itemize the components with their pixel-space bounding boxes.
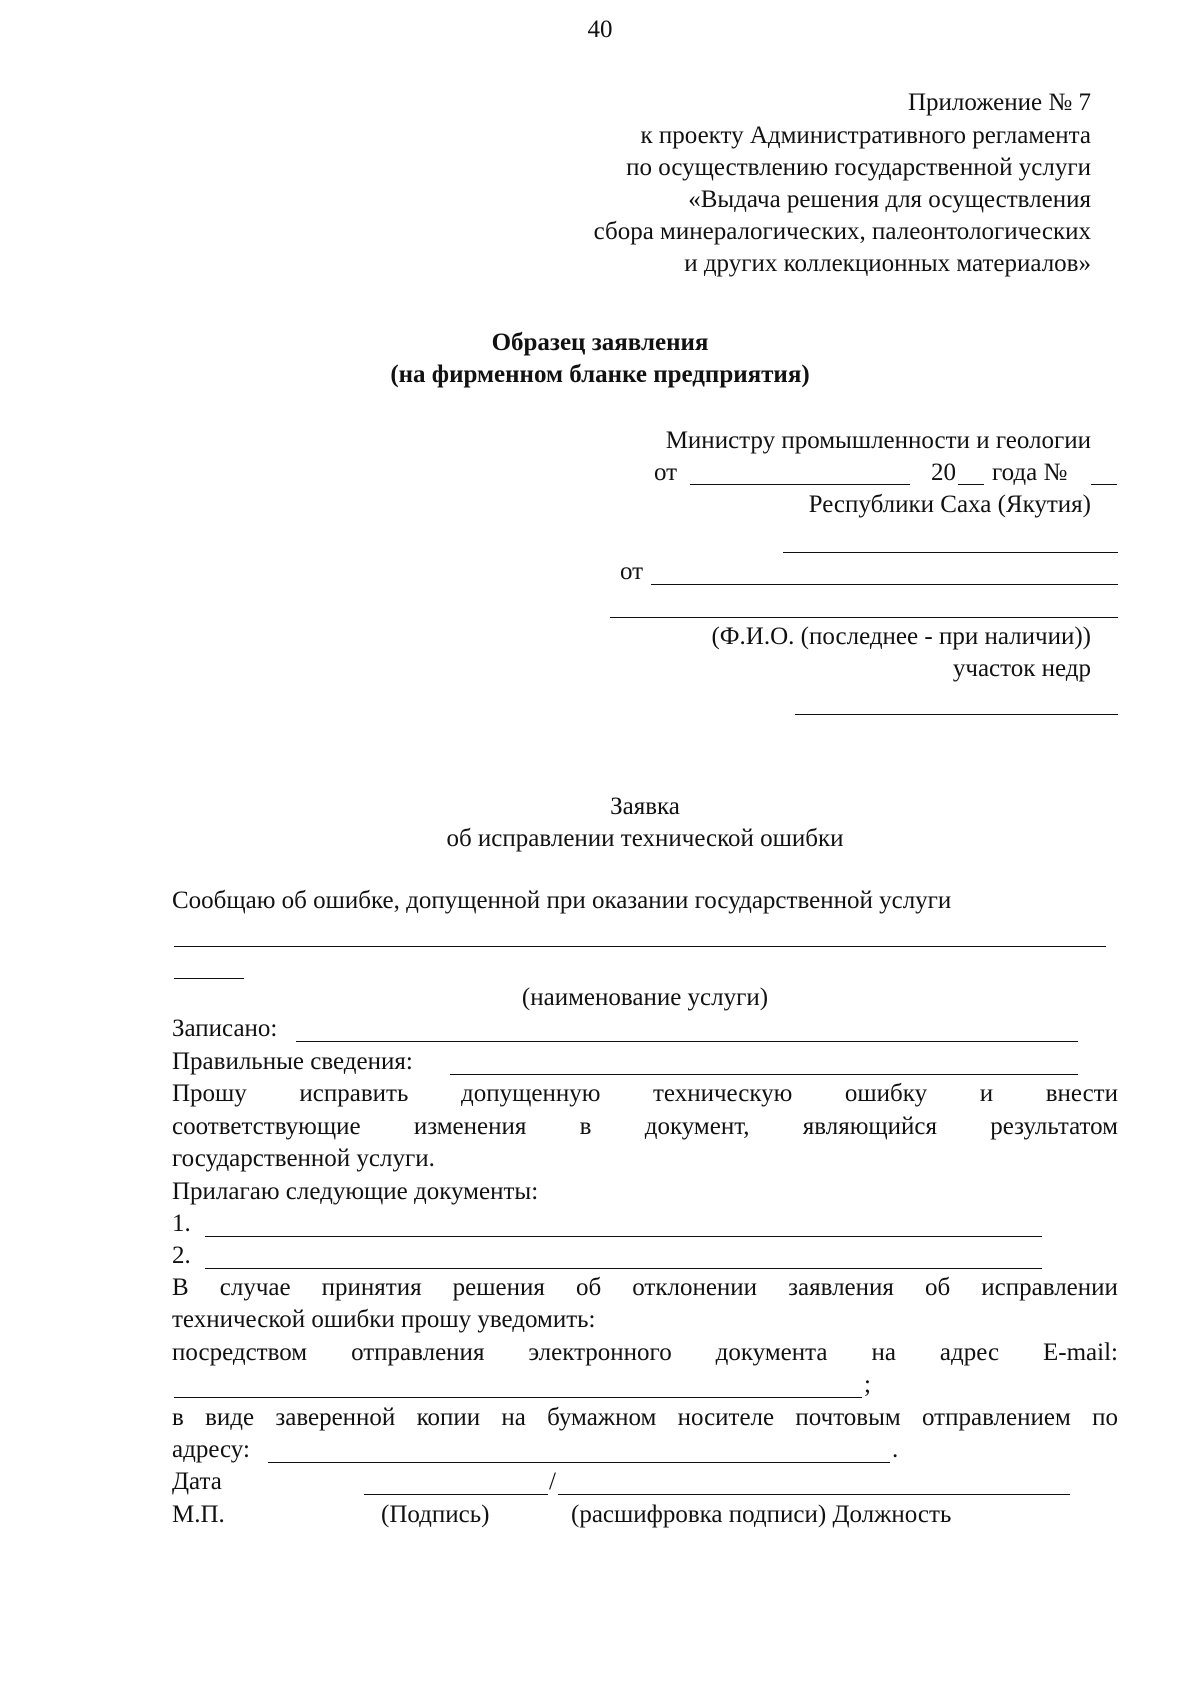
- item-1-number: 1.: [172, 1210, 191, 1237]
- word: на: [501, 1404, 526, 1431]
- word: изменения: [413, 1113, 527, 1140]
- date-blank[interactable]: [690, 484, 910, 485]
- word: ошибку: [844, 1080, 928, 1107]
- page-number: 40: [587, 16, 613, 43]
- word: об: [924, 1274, 951, 1301]
- word: случае: [219, 1274, 291, 1301]
- appendix-line-4: «Выдача решения для осуществления: [688, 186, 1091, 213]
- signature-blank[interactable]: [364, 1494, 548, 1495]
- word: являющийся: [802, 1113, 938, 1140]
- date-label: Дата: [172, 1468, 222, 1495]
- email-line: [172, 1338, 1118, 1368]
- word: В: [172, 1274, 189, 1301]
- service-blank[interactable]: [174, 946, 1106, 947]
- service-blank-short[interactable]: [174, 978, 244, 979]
- stamp-label: М.П.: [172, 1501, 225, 1528]
- word: по: [1092, 1404, 1118, 1431]
- republic-line: Республики Саха (Якутия): [808, 491, 1091, 518]
- item-1-blank[interactable]: [205, 1236, 1042, 1237]
- decode-hint: (расшифровка подписи) Должность: [571, 1501, 952, 1528]
- correct-blank[interactable]: [450, 1074, 1078, 1075]
- from-blank[interactable]: [651, 584, 1118, 585]
- word: документа: [715, 1339, 828, 1366]
- fio-blank[interactable]: [610, 617, 1118, 618]
- word: электронного: [528, 1339, 672, 1366]
- appendix-line-1: Приложение № 7: [907, 89, 1091, 116]
- sample-subtitle: (на фирменном бланке предприятия): [390, 361, 810, 388]
- correct-label: Правильные сведения:: [172, 1048, 413, 1075]
- word: исправить: [299, 1080, 409, 1107]
- paragraph-1-line-1: [172, 1079, 1118, 1109]
- request-title: Заявка: [610, 793, 680, 820]
- word: адрес: [939, 1339, 1000, 1366]
- word: решения: [452, 1274, 545, 1301]
- word: и: [979, 1080, 994, 1107]
- ot-label: от: [654, 459, 678, 486]
- word: носителе: [677, 1404, 775, 1431]
- word: допущенную: [461, 1080, 601, 1107]
- plot-label: участок недр: [952, 655, 1091, 682]
- word: в: [579, 1113, 592, 1140]
- attach-label: Прилагаю следующие документы:: [172, 1178, 539, 1205]
- word: техническую: [653, 1080, 793, 1107]
- word: принятия: [321, 1274, 422, 1301]
- year-prefix: 20: [931, 459, 956, 486]
- word: E-mail:: [1043, 1339, 1118, 1366]
- word: копии: [416, 1404, 481, 1431]
- item-2-number: 2.: [172, 1242, 191, 1269]
- appendix-line-5: сбора минералогических, палеонтологических: [593, 218, 1091, 245]
- year-suffix: года №: [992, 459, 1068, 486]
- word: заявления: [788, 1274, 894, 1301]
- word: заверенной: [275, 1404, 396, 1431]
- appendix-line-2: к проекту Административного регламента: [640, 122, 1091, 149]
- appendix-line-3: по осуществлению государственной услуги: [626, 154, 1091, 181]
- request-subtitle: об исправлении технической ошибки: [446, 825, 844, 852]
- address-period: .: [892, 1436, 899, 1463]
- year-blank[interactable]: [958, 484, 984, 485]
- address-blank[interactable]: [268, 1462, 890, 1463]
- word: посредством: [172, 1339, 308, 1366]
- paragraph-1-line-3: государственной услуги.: [172, 1145, 435, 1172]
- addressee-blank[interactable]: [783, 552, 1118, 553]
- paragraph-1-line-2: [172, 1112, 1118, 1142]
- paragraph-2-line-1: [172, 1273, 1118, 1303]
- report-line: Сообщаю об ошибке, допущенной при оказании государственной услуги: [172, 887, 952, 914]
- word: бумажном: [547, 1404, 657, 1431]
- email-blank[interactable]: [174, 1397, 862, 1398]
- signature-slash: /: [549, 1468, 556, 1495]
- recorded-label: Записано:: [172, 1015, 278, 1042]
- word: почтовым: [795, 1404, 901, 1431]
- email-semicolon: ;: [864, 1371, 871, 1398]
- sample-title: Образец заявления: [491, 329, 709, 356]
- fio-hint: (Ф.И.О. (последнее - при наличии)): [711, 623, 1091, 650]
- word: об: [575, 1274, 602, 1301]
- recorded-blank[interactable]: [296, 1041, 1078, 1042]
- signature-hint: (Подпись): [381, 1501, 490, 1528]
- word: отправлением: [922, 1404, 1071, 1431]
- word: документ,: [644, 1113, 750, 1140]
- paragraph-2-line-2: технической ошибки прошу уведомить:: [172, 1306, 596, 1333]
- word: отправления: [351, 1339, 485, 1366]
- word: в: [172, 1404, 184, 1431]
- address-label: адресу:: [172, 1436, 250, 1463]
- service-hint: (наименование услуги): [521, 984, 769, 1011]
- word: Прошу: [172, 1080, 247, 1107]
- appendix-line-6: и других коллекционных материалов»: [684, 250, 1091, 277]
- from-label: от: [620, 558, 644, 585]
- word: исправлении: [981, 1274, 1118, 1301]
- minister-line: Министру промышленности и геологии: [665, 427, 1091, 454]
- plot-blank[interactable]: [795, 714, 1118, 715]
- word: внести: [1045, 1080, 1118, 1107]
- word: соответствующие: [172, 1113, 361, 1140]
- word: виде: [205, 1404, 255, 1431]
- word: результатом: [990, 1113, 1118, 1140]
- decode-blank[interactable]: [558, 1494, 1070, 1495]
- word: на: [871, 1339, 896, 1366]
- item-2-blank[interactable]: [205, 1268, 1042, 1269]
- word: отклонении: [632, 1274, 758, 1301]
- post-line: [172, 1403, 1118, 1433]
- number-blank[interactable]: [1091, 484, 1117, 485]
